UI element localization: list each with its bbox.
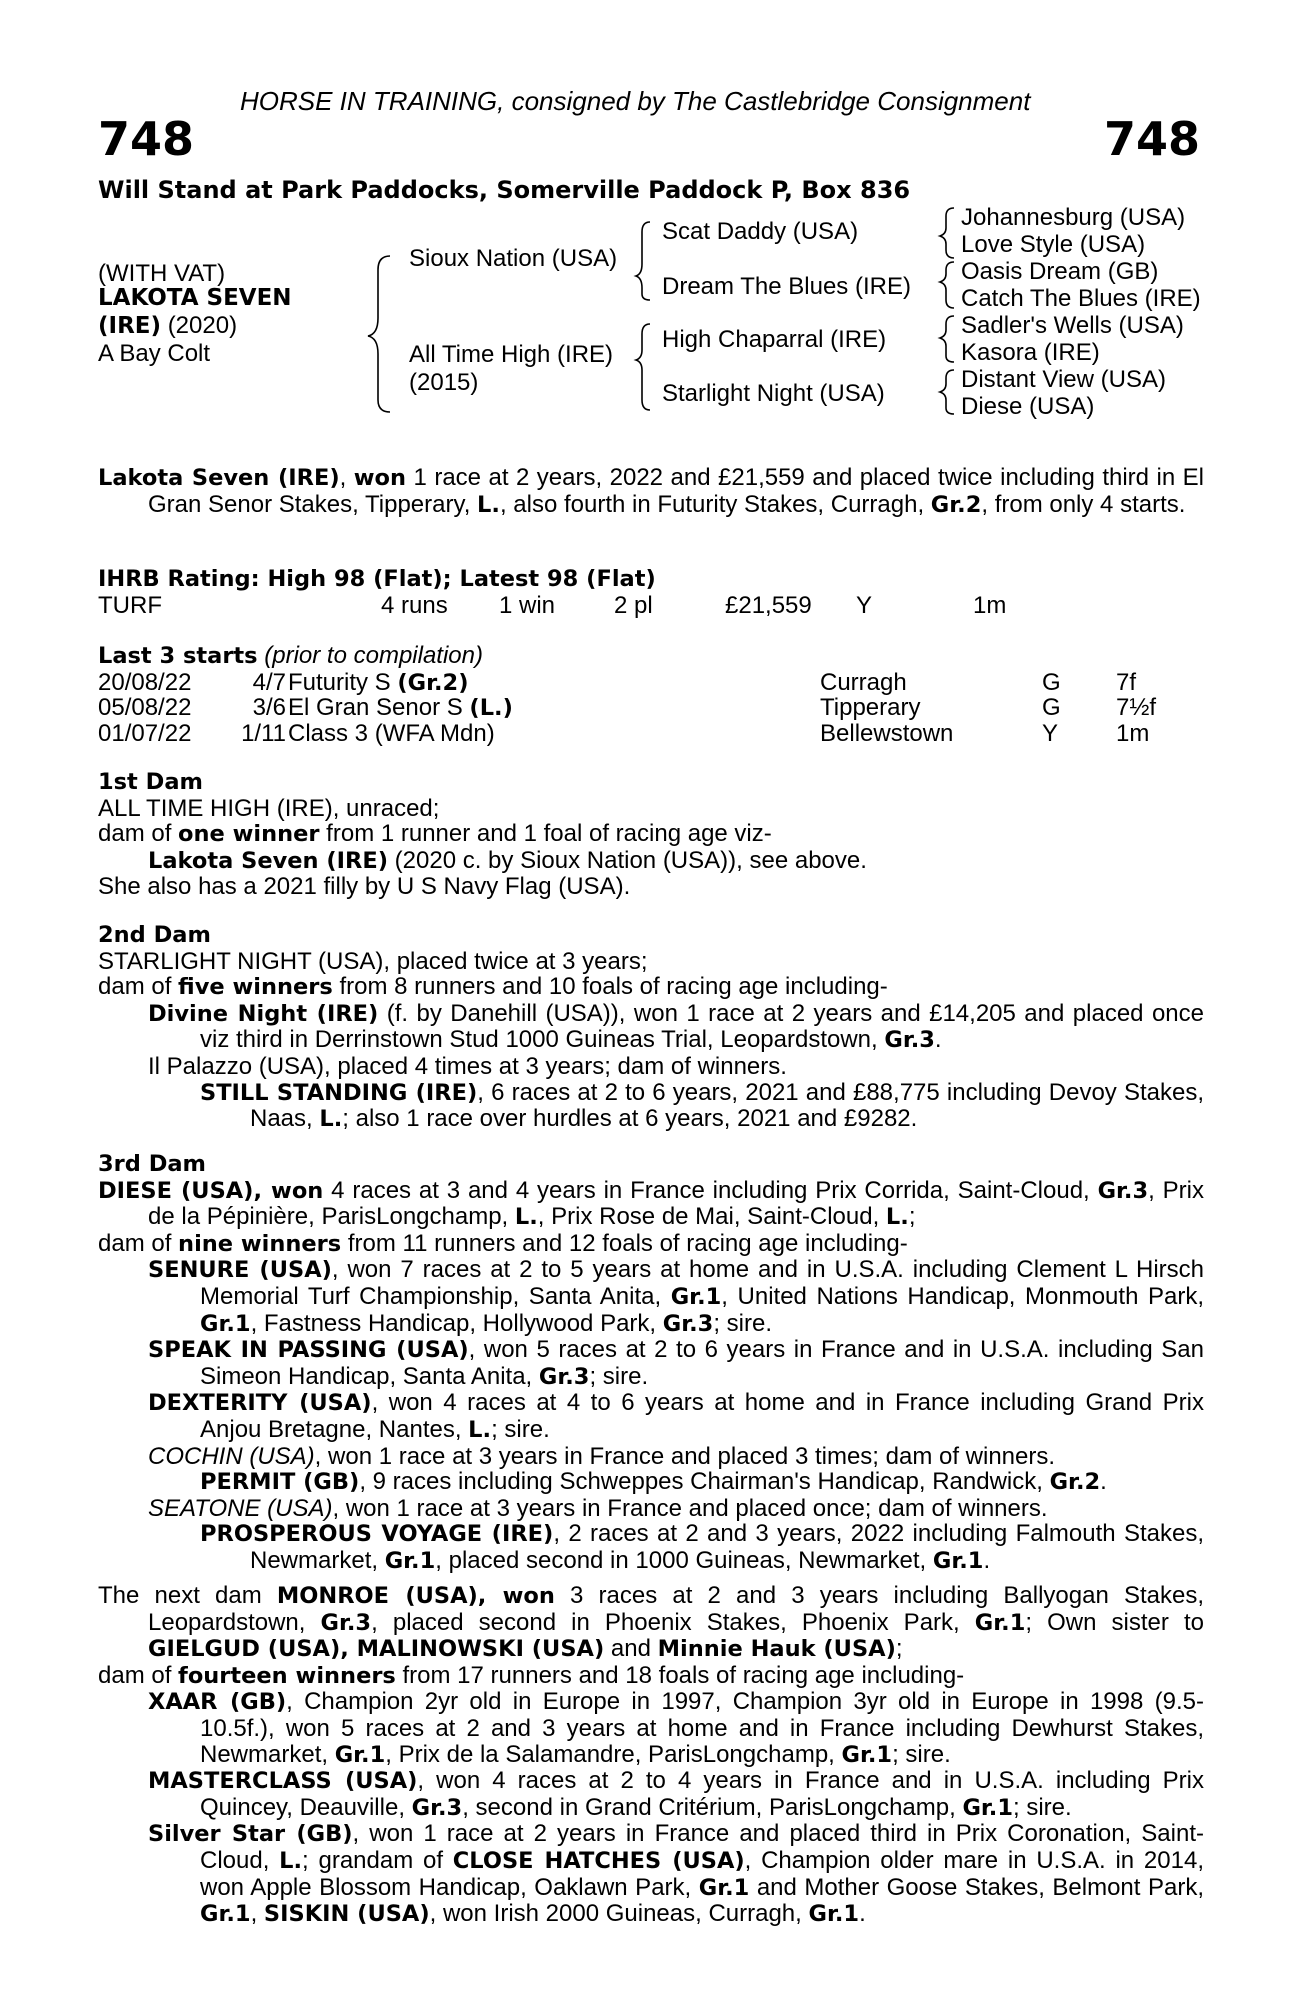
start-race: Class 3 (WFA Mdn) <box>288 719 495 747</box>
second-dam-divine-night: Divine Night (IRE) (f. by Danehill (USA)), won 1 race at 2 years and £14,205 and placed once viz third in Derrinstown Stud 1000 Guineas Trial, Leopardstown, Gr.3. <box>148 999 1204 1054</box>
pedigree-gen3-4: Catch The Blues (IRE) <box>961 285 1201 312</box>
start-grade: (Gr.2) <box>397 669 469 696</box>
rating-earnings: £21,559 <box>725 591 812 619</box>
start-going: Y <box>1042 719 1059 747</box>
vat-label: (WITH VAT) <box>98 260 226 287</box>
horse-year: (2020) <box>167 312 238 339</box>
brace-gen1 <box>368 256 390 412</box>
pedigree-gen3-5: Sadler's Wells (USA) <box>961 312 1184 339</box>
lot-number-left: 748 <box>98 112 195 166</box>
start-going: G <box>1042 694 1061 722</box>
start-course: Curragh <box>820 668 907 696</box>
rating-surface: TURF <box>98 591 162 619</box>
next-dam-dam-of: dam of fourteen winners from 17 runners and 18 foals of racing age including- <box>98 1661 965 1689</box>
third-dam-prosperous-voyage: PROSPEROUS VOYAGE (IRE), 2 races at 2 and 3 years, 2022 including Falmouth Stakes, Newmarket, Gr.1, placed second in 1000 Guineas, Newmarket, Gr.1. <box>200 1520 1204 1574</box>
start-row <box>98 721 1204 747</box>
next-dam-monroe: The next dam MONROE (USA), won 3 races at 2 and 3 years including Ballyogan Stakes, Leopardstown, Gr.3, placed second in Phoenix Stakes, Phoenix Park, Gr.1; Own sister to GIELGUD (USA), MALINOWSKI (USA) and Minnie Hauk (USA); <box>98 1582 1204 1663</box>
third-dam-cochin: COCHIN (USA), won 1 race at 3 years in France and placed 3 times; dam of winners. <box>148 1442 1056 1470</box>
lot-number-right: 748 <box>1103 112 1200 166</box>
third-dam-speak-in-passing: SPEAK IN PASSING (USA), won 5 races at 2 to 6 years in France and in U.S.A. including San Simeon Handicap, Santa Anita, Gr.3; sire. <box>148 1336 1204 1390</box>
next-dam-silver-star: Silver Star (GB), won 1 race at 2 years in France and placed third in Prix Coronation, Saint-Cloud, L.; grandam of CLOSE HATCHES (USA), Champion older mare in U.S.A. in 2014, won Apple Blossom Handicap, Oaklawn Park, Gr.1 and Mother Goose Stakes, Belmont Park, Gr.1, SISKIN (USA), won Irish 2000 Guineas, Curragh, Gr.1. <box>148 1820 1204 1928</box>
third-dam-permit: PERMIT (GB), 9 races including Schweppes Chairman's Handicap, Randwick, Gr.2. <box>200 1468 1107 1496</box>
start-date: 01/07/22 <box>98 719 192 747</box>
horse-name: LAKOTA SEVEN <box>98 285 292 311</box>
start-course: Tipperary <box>820 694 921 722</box>
rating-title: IHRB Rating: High 98 (Flat); Latest 98 (Flat) <box>98 566 656 592</box>
pedigree-dam: All Time High (IRE) <box>409 341 614 368</box>
second-dam-line1: STARLIGHT NIGHT (USA), placed twice at 3 years; <box>98 947 648 975</box>
brace-gen3-1 <box>940 208 954 258</box>
pedigree-gen3-1: Johannesburg (USA) <box>961 204 1186 231</box>
second-dam-line2: dam of five winners from 8 runners and 10 foals of racing age including- <box>98 973 888 1001</box>
third-dam-dam-of: dam of nine winners from 11 runners and 12 foals of racing age including- <box>98 1229 908 1257</box>
second-dam-title: 2nd Dam <box>98 922 211 948</box>
rating-row <box>98 593 1204 619</box>
pedigree-dam-year: (2015) <box>409 369 479 396</box>
pedigree-sire-sire: Scat Daddy (USA) <box>662 218 859 245</box>
summary-comma: , <box>339 464 354 491</box>
start-date: 05/08/22 <box>98 694 192 722</box>
third-dam-title: 3rd Dam <box>98 1151 206 1177</box>
race-summary <box>98 465 1204 518</box>
next-dam-masterclass: MASTERCLASS (USA), won 4 races at 2 to 4 years in France and in U.S.A. including Prix Quincey, Deauville, Gr.3, second in Grand Critérium, ParisLongchamp, Gr.1; sire. <box>148 1767 1204 1821</box>
first-dam-line3: Lakota Seven (IRE) (2020 c. by Sioux Nation (USA)), see above. <box>148 846 867 874</box>
brace-gen2-lower <box>636 324 650 410</box>
first-dam-title: 1st Dam <box>98 769 203 795</box>
next-dam-xaar: XAAR (GB), Champion 2yr old in Europe in 1997, Champion 3yr old in Europe in 1998 (9.5-10.5f.), won 5 races at 2 and 3 years at home and in France including Dewhurst Stakes, Newmarket, Gr.1, Prix de la Salamandre, ParisLongchamp, Gr.1; sire. <box>148 1688 1204 1768</box>
brace-gen3-3 <box>940 316 954 362</box>
start-row <box>98 670 1204 696</box>
third-dam-diese: DIESE (USA), won 4 races at 3 and 4 years in France including Prix Corrida, Saint-Cloud, Gr.3, Prix de la Pépinière, ParisLongchamp, L., Prix Rose de Mai, Saint-Cloud, L.; <box>98 1176 1204 1231</box>
pedigree-gen3-3: Oasis Dream (GB) <box>961 258 1159 285</box>
pedigree-dam-dam: Starlight Night (USA) <box>662 380 885 407</box>
stand-location: Will Stand at Park Paddocks, Somerville Paddock P, Box 836 <box>98 176 911 204</box>
first-dam-line4: She also has a 2021 filly by U S Navy Flag (USA). <box>98 873 631 901</box>
third-dam-senure: SENURE (USA), won 7 races at 2 to 5 years at home and in U.S.A. including Clement L Hirsch Memorial Turf Championship, Santa Anita, Gr.1, United Nations Handicap, Monmouth Park, Gr.1, Fastness Handicap, Hollywood Park, Gr.3; sire. <box>148 1256 1205 1337</box>
brace-gen3-4 <box>940 370 954 414</box>
start-position: 4/7 <box>252 668 286 696</box>
start-distance: 1m <box>1116 719 1150 747</box>
start-distance: 7½f <box>1116 694 1157 722</box>
last-starts-table <box>98 670 1204 747</box>
pedigree-sire: Sioux Nation (USA) <box>409 245 618 272</box>
last-starts-heading: Last 3 starts (prior to compilation) <box>98 642 483 669</box>
start-distance: 7f <box>1116 668 1137 696</box>
first-dam-line1: ALL TIME HIGH (IRE), unraced; <box>98 794 440 822</box>
pedigree-gen3-6: Kasora (IRE) <box>961 339 1100 366</box>
start-going: G <box>1042 668 1061 696</box>
brace-gen3-2 <box>940 262 954 308</box>
first-dam-section <box>98 770 1204 900</box>
third-dam-seatone: SEATONE (USA), won 1 race at 3 years in France and placed once; dam of winners. <box>148 1494 1048 1522</box>
second-dam-il-palazzo: Il Palazzo (USA), placed 4 times at 3 years; dam of winners. <box>148 1052 787 1080</box>
start-grade: (L.) <box>469 695 513 722</box>
pedigree-gen3-8: Diese (USA) <box>961 393 1095 420</box>
start-race: Futurity S (Gr.2) <box>288 668 469 696</box>
start-position: 1/11 <box>241 719 286 747</box>
horse-country: (IRE) <box>98 313 162 339</box>
third-dam-dexterity: DEXTERITY (USA), won 4 races at 4 to 6 years at home and in France including Grand Prix Anjou Bretagne, Nantes, L.; sire. <box>148 1389 1204 1443</box>
start-course: Bellewstown <box>820 719 954 747</box>
rating-distance: 1m <box>973 591 1007 619</box>
summary-paragraph: Lakota Seven (IRE), won 1 race at 2 years, 2022 and £21,559 and placed twice including third in El Gran Senor Stakes, Tipperary, L., also fourth in Futurity Stakes, Curragh, Gr.2, from only 4 starts. <box>98 464 1204 518</box>
next-dam-section <box>98 1583 1204 1928</box>
start-position: 3/6 <box>252 694 286 722</box>
rating-section <box>98 567 1204 619</box>
consignment-subtitle: HORSE IN TRAINING, consigned by The Castlebridge Consignment <box>240 86 1031 116</box>
pedigree-gen3-7: Distant View (USA) <box>961 366 1166 393</box>
rating-runs: 4 runs <box>381 591 448 619</box>
rating-going: Y <box>856 591 873 619</box>
start-race: El Gran Senor S (L.) <box>288 694 513 722</box>
start-date: 20/08/22 <box>98 668 192 696</box>
pedigree-dam-sire: High Chaparral (IRE) <box>662 326 887 353</box>
rating-placed: 2 pl <box>614 591 653 619</box>
third-dam-section <box>98 1152 1204 1575</box>
pedigree-sire-dam: Dream The Blues (IRE) <box>662 273 911 300</box>
second-dam-section <box>98 923 1204 1133</box>
pedigree-gen3-2: Love Style (USA) <box>961 231 1146 258</box>
rating-wins: 1 win <box>499 591 556 619</box>
second-dam-still-standing: STILL STANDING (IRE), 6 races at 2 to 6 years, 2021 and £88,775 including Devoy Stakes, Naas, L.; also 1 race over hurdles at 6 years, 2021 and £9282. <box>200 1078 1204 1133</box>
last-starts-section <box>98 643 1204 746</box>
first-dam-line2: dam of one winner from 1 runner and 1 foal of racing age viz- <box>98 820 772 848</box>
horse-description: A Bay Colt <box>98 340 211 367</box>
brace-gen2-upper <box>636 222 650 300</box>
start-row <box>98 695 1204 721</box>
